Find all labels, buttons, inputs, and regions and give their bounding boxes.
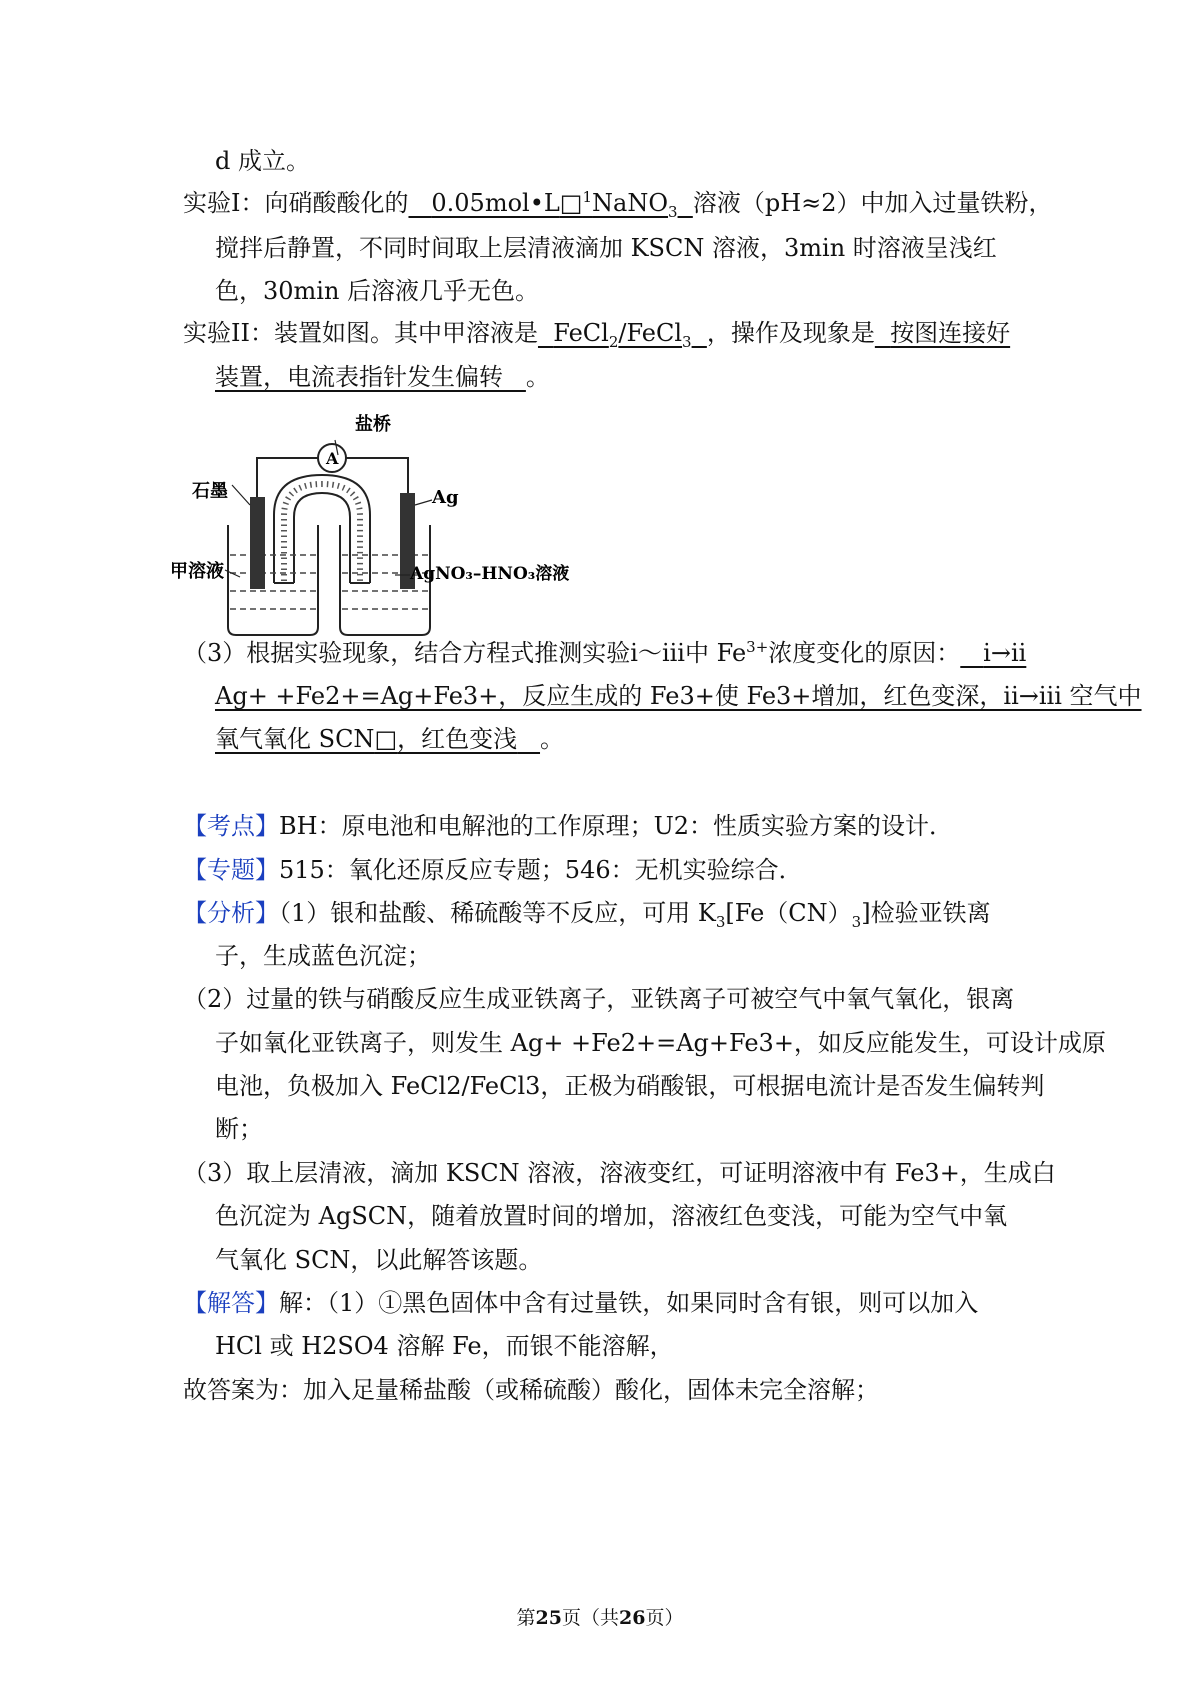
text-line: 子如氧化亚铁离子，则发生 Ag+ +Fe2+=Ag+Fe3+，如反应能发生，可设计成原	[215, 1029, 1106, 1057]
zhuanti-tag: 【专题】	[183, 856, 279, 884]
jieda-tag: 【解答】	[183, 1289, 279, 1317]
current-page: 25	[535, 1607, 562, 1629]
text-line: 子，生成蓝色沉淀；	[215, 942, 431, 970]
text-line: d 成立。	[215, 147, 310, 175]
text-line: 电池，负极加入 FeCl2/FeCl3，正极为硝酸银，可根据电流计是否发生偏转判	[215, 1072, 1045, 1100]
text-line: 色，30min 后溶液几乎无色。	[215, 277, 540, 305]
text-line: 气氧化 SCN，以此解答该题。	[215, 1246, 543, 1274]
text-line: 氧气氧化 SCN□，红色变浅 。	[215, 725, 565, 753]
page-footer: 第25页（共26页）	[516, 1607, 684, 1629]
graphite-label: 石墨	[192, 481, 228, 502]
fenxi-line: 【分析】（1）银和盐酸、稀硫酸等不反应，可用 $K_3[Fe(CN)_3]$检验亚铁离	[183, 899, 991, 931]
salt-bridge-label: 盐桥	[355, 414, 391, 435]
text-line: HCl 或 H2SO4 溶解 Fe，而银不能溶解，	[215, 1332, 674, 1360]
jieda-line: 【解答】解：（1）①黑色固体中含有过量铁，如果同时含有银，则可以加入	[183, 1289, 979, 1317]
ammeter-label: A	[326, 449, 339, 468]
text-line: 色沉淀为 AgSCN，随着放置时间的增加，溶液红色变浅，可能为空气中氧	[215, 1202, 1008, 1230]
agno3-solution-label: AgNO₃–HNO₃溶液	[410, 564, 570, 584]
text-line: （3）取上层清液，滴加 KSCN 溶液，溶液变红，可证明溶液中有 Fe3+，生成白	[183, 1159, 1056, 1187]
galvanic-cell-diagram	[170, 405, 610, 650]
text-line: 故答案为：加入足量稀盐酸（或稀硫酸）酸化，固体未完全溶解；	[183, 1376, 879, 1404]
text-line: 断；	[215, 1115, 263, 1143]
text-line: Ag+ +Fe2+=Ag+Fe3+，反应生成的 Fe3+使 Fe3+增加，红色变深，ii→iii 空气中	[215, 682, 1142, 710]
text-line: 实验II：装置如图。其中甲溶液是 FeCl$_2$/FeCl$_3$ ，操作及现象是 按图连接好	[183, 319, 1011, 351]
text-line: 实验I：向硝酸酸化的 0.05mol•L□$^1$NaNO$_3$ 溶液（pH≈2）中加入过量铁粉，	[183, 188, 1053, 221]
ag-label: Ag	[432, 487, 459, 508]
text-line: 搅拌后静置，不同时间取上层清液滴加 KSCN 溶液，3min 时溶液呈浅红	[215, 234, 997, 262]
kaodian-tag: 【考点】	[183, 812, 279, 840]
text-line: （3）根据实验现象，结合方程式推测实验i～iii中 $Fe^{3+}$浓度变化的原因： i→ii	[183, 638, 1027, 667]
text-line: （2）过量的铁与硝酸反应生成亚铁离子，亚铁离子可被空气中氧气氧化，银离	[183, 985, 1015, 1013]
total-pages: 26	[619, 1607, 646, 1629]
zhuanti-line: 【专题】515：氧化还原反应专题；546：无机实验综合．	[183, 856, 803, 884]
fenxi-tag: 【分析】	[183, 899, 279, 927]
kaodian-line: 【考点】BH：原电池和电解池的工作原理；U2：性质实验方案的设计．	[183, 812, 954, 840]
text-line: 装置，电流表指针发生偏转 。	[215, 363, 550, 391]
jia-solution-label: 甲溶液	[170, 561, 224, 582]
graphite-electrode	[250, 497, 265, 589]
